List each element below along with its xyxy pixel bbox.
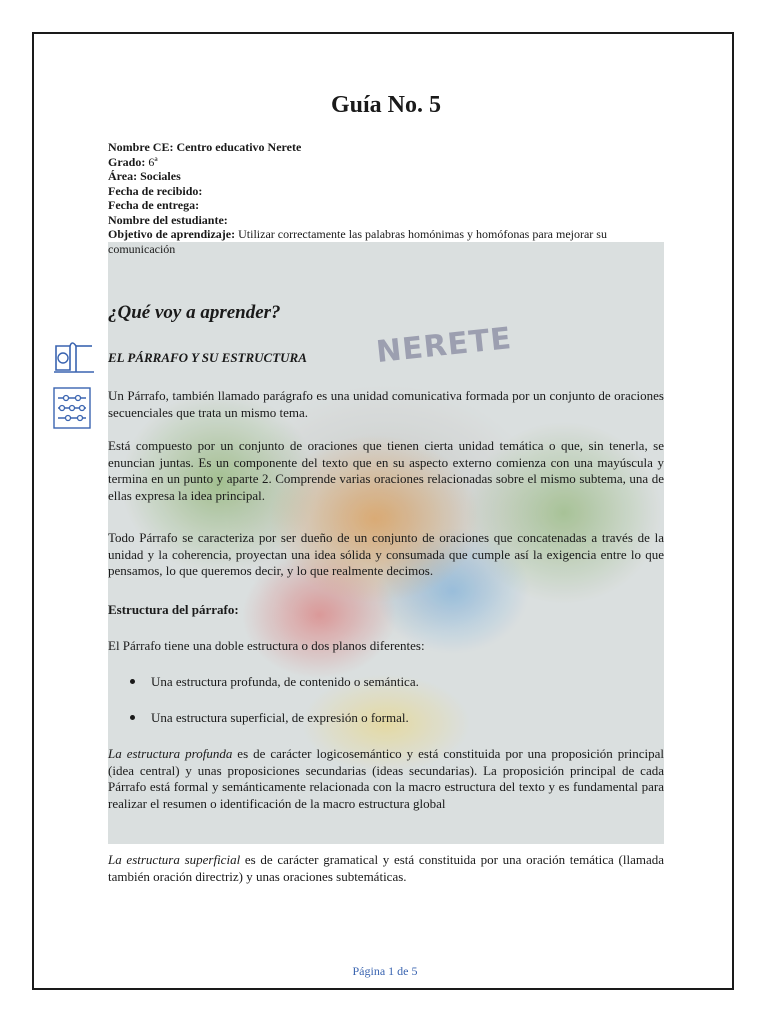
meta-received-date: Fecha de recibido: xyxy=(108,183,203,198)
bullet-dot xyxy=(130,715,135,720)
page-title: Guía No. 5 xyxy=(330,92,441,118)
document-page xyxy=(32,32,734,990)
section-heading: EL PÁRRAFO Y SU ESTRUCTURA xyxy=(108,350,307,365)
meta-learning-objective: Objetivo de aprendizaje: Utilizar correctamente las palabras homónimas y homófonas para mejorar su comunicación xyxy=(108,227,607,256)
meta-student-name: Nombre del estudiante: xyxy=(108,212,228,227)
paragraph-2: Está compuesto por un conjunto de oraciones que tienen cierta unidad temática o que, sin tenerla, se enuncian juntas. Es un componente del texto que en su aspecto externo comienza con una mayúscula y termina en un punto y aparte 2. Comprende varias oraciones relacionadas sobre el mismo subtema, una de ellas expresa la idea principal. xyxy=(108,438,664,503)
meta-area: Área: Sociales xyxy=(108,169,181,183)
meta-delivery-date: Fecha de entrega: xyxy=(108,198,200,212)
page-number-footer: Página 1 de 5 xyxy=(352,964,418,978)
paragraph-5: La estructura profunda es de carácter logicosemántico y está constituida por una proposición principal (idea central) y unas proposiciones secundarias (ideas secundarias). La proposición principal de cada Párrafo está formal y semánticamente relacionada con la macro estructura del texto y es fundamental para realizar el resumen o identificación de la macro estructura global xyxy=(108,746,664,811)
paragraph-4: El Párrafo tiene una doble estructura o dos planos diferentes: xyxy=(108,638,425,653)
structure-heading: Estructura del párrafo: xyxy=(108,602,239,617)
list-item: Una estructura profunda, de contenido o semántica. xyxy=(130,674,419,690)
list-item: Una estructura superficial, de expresión o formal. xyxy=(130,710,409,726)
reading-book-icon xyxy=(52,336,96,381)
header-info xyxy=(108,140,664,256)
section-question: ¿Qué voy a aprender? xyxy=(108,302,281,323)
meta-school: Nombre CE: Centro educativo Nerete xyxy=(108,140,302,154)
paragraph-6: La estructura superficial es de carácter gramatical y está constituida por una oración temática (llamada también oración directriz) y unas oraciones subtemáticas. xyxy=(108,852,664,884)
meta-grade: Grado: 6ª xyxy=(108,154,158,169)
paragraph-1: Un Párrafo, también llamado parágrafo es una unidad comunicativa formada por un conjunto de oraciones secuenciales que trata un mismo tema. xyxy=(108,388,664,420)
paragraph-3: Todo Párrafo se caracteriza por ser dueño de un conjunto de oraciones que concatenadas a través de la unidad y la coherencia, proyectan una idea sólida y consumada que cumple así la exigencia entre lo que pensamos, lo que queremos decir, y lo que realmente decimos. xyxy=(108,530,664,578)
sliders-settings-icon xyxy=(52,386,92,435)
watermark-text: NERETE xyxy=(374,320,514,371)
bullet-dot xyxy=(130,679,135,684)
